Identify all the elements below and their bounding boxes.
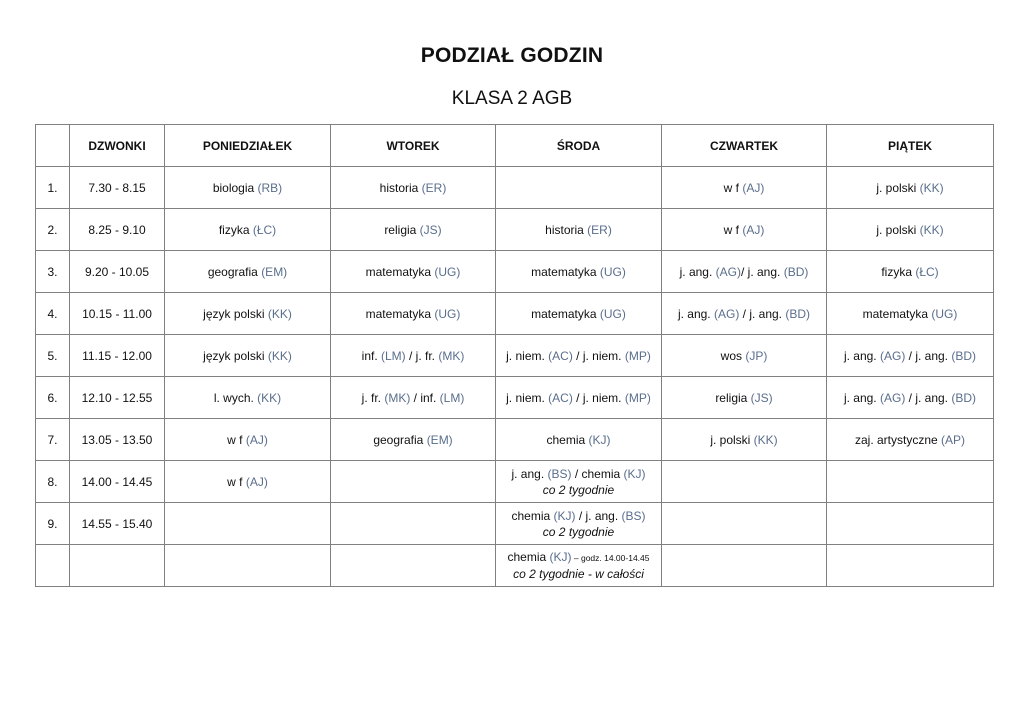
lesson-text [227, 433, 268, 447]
lesson-cell [662, 419, 827, 461]
subject-text: j. polski [710, 432, 754, 447]
teacher-code: (ER) [421, 180, 447, 195]
teacher-code: (JP) [745, 348, 768, 363]
subject-text: / j. ang. [739, 306, 786, 321]
lesson-text [724, 223, 765, 237]
teacher-code: (UG) [599, 264, 626, 279]
teacher-code: (AJ) [742, 222, 765, 237]
lesson-cell [165, 335, 331, 377]
bell-time: 14.00 - 14.45 [70, 461, 165, 503]
teacher-code: (MK) [384, 390, 411, 405]
column-header: PONIEDZIAŁEK [165, 125, 331, 167]
lesson-cell [165, 503, 331, 545]
table-row [36, 167, 994, 209]
subject-text: – godz. 14.00-14.45 [571, 553, 650, 563]
lesson-text [715, 391, 772, 405]
subject-text: chemia [511, 508, 554, 523]
lesson-text [678, 307, 810, 321]
teacher-code: (ŁC) [915, 264, 939, 279]
lesson-cell [331, 461, 496, 503]
table-row [36, 209, 994, 251]
lesson-number [36, 545, 70, 587]
lesson-number: 1. [36, 167, 70, 209]
teacher-code: (AG) [713, 306, 740, 321]
subject-text: w f [723, 180, 743, 195]
lesson-number: 6. [36, 377, 70, 419]
class-subtitle: KLASA 2 AGB [451, 88, 573, 109]
lesson-text [366, 265, 461, 279]
lesson-text [362, 391, 465, 405]
subject-text: j. ang. [679, 264, 716, 279]
lesson-cell [165, 209, 331, 251]
table-row [36, 335, 994, 377]
subject-text: j. ang. [843, 348, 880, 363]
lesson-cell [496, 209, 662, 251]
teacher-code: (AJ) [245, 474, 268, 489]
page-title: PODZIAŁ GODZIN [420, 44, 604, 67]
lesson-cell [331, 251, 496, 293]
lesson-text [208, 265, 287, 279]
bell-time [70, 545, 165, 587]
subject-text: w f [723, 222, 743, 237]
column-header: WTOREK [331, 125, 496, 167]
subject-text: chemia [507, 550, 550, 564]
subject-text: fizyka [881, 264, 916, 279]
table-row [36, 545, 994, 587]
teacher-code: (UG) [599, 306, 626, 321]
frequency-note: co 2 tygodnie [542, 524, 615, 539]
bell-time: 7.30 - 8.15 [70, 167, 165, 209]
teacher-code: (UG) [434, 306, 461, 321]
lesson-text [855, 433, 965, 447]
lesson-text [373, 433, 452, 447]
teacher-code: (RB) [257, 180, 283, 195]
lesson-text [844, 349, 976, 363]
lesson-text [710, 433, 777, 447]
subject-text: j. polski [876, 180, 920, 195]
corner-cell [36, 125, 70, 167]
lesson-cell [165, 293, 331, 335]
table-row [36, 503, 994, 545]
lesson-cell [827, 377, 994, 419]
subject-text: religia [715, 390, 751, 405]
lesson-cell [496, 167, 662, 209]
bell-time: 8.25 - 9.10 [70, 209, 165, 251]
subject-text: / j. ang. [741, 264, 784, 279]
lesson-number: 5. [36, 335, 70, 377]
subject-text: / chemia [571, 466, 624, 481]
lesson-cell [496, 335, 662, 377]
teacher-code: (BD) [783, 264, 809, 279]
lesson-number: 9. [36, 503, 70, 545]
subject-text: religia [384, 222, 420, 237]
teacher-code: (MK) [438, 348, 465, 363]
lesson-number: 2. [36, 209, 70, 251]
lesson-cell [331, 335, 496, 377]
subject-text: język polski [203, 306, 268, 321]
subject-text: fizyka [218, 222, 253, 237]
subject-text: / j. fr. [405, 348, 439, 363]
teacher-code: (EM) [261, 264, 288, 279]
lesson-cell [827, 209, 994, 251]
subject-text: j. ang. [843, 390, 880, 405]
teacher-code: (BD) [951, 348, 977, 363]
subject-text: j. fr. [361, 390, 385, 405]
bell-time: 9.20 - 10.05 [70, 251, 165, 293]
subject-text: zaj. artystyczne [854, 432, 942, 447]
column-header: CZWARTEK [662, 125, 827, 167]
teacher-code: (KK) [753, 432, 778, 447]
subject-text: biologia [212, 180, 258, 195]
lesson-cell [827, 461, 994, 503]
lesson-cell [165, 251, 331, 293]
teacher-code: (AG) [715, 264, 741, 279]
lesson-cell [662, 335, 827, 377]
lesson-cell [827, 545, 994, 587]
teacher-code: (KJ) [553, 508, 576, 523]
lesson-text [506, 391, 651, 405]
lesson-cell [662, 293, 827, 335]
lesson-cell [165, 545, 331, 587]
bell-time: 13.05 - 13.50 [70, 419, 165, 461]
subject-text: j. polski [876, 222, 920, 237]
lesson-cell [496, 377, 662, 419]
bell-time: 11.15 - 12.00 [70, 335, 165, 377]
lesson-text [366, 307, 461, 321]
teacher-code: (UG) [434, 264, 461, 279]
lesson-text [546, 433, 610, 447]
column-header: ŚRODA [496, 125, 662, 167]
table-row [36, 461, 994, 503]
subject-text: w f [227, 474, 246, 489]
lesson-cell [827, 419, 994, 461]
schedule-table [35, 124, 994, 587]
table-row [36, 293, 994, 335]
teacher-code: (KK) [267, 348, 292, 363]
lesson-cell [165, 377, 331, 419]
frequency-note: co 2 tygodnie [542, 482, 615, 497]
lesson-cell [331, 503, 496, 545]
teacher-code: (JS) [750, 390, 773, 405]
teacher-code: (LM) [439, 390, 465, 405]
teacher-code: (AC) [548, 348, 573, 363]
lesson-cell [165, 419, 331, 461]
teacher-code: (KK) [919, 222, 944, 237]
teacher-code: (KK) [267, 306, 292, 321]
teacher-code: (KJ) [549, 550, 572, 564]
lesson-text [227, 475, 268, 489]
lesson-cell [496, 251, 662, 293]
subject-text: matematyka [365, 306, 435, 321]
lesson-text [844, 391, 976, 405]
subject-text: / j. niem. [572, 390, 625, 405]
lesson-cell [827, 503, 994, 545]
bell-time: 12.10 - 12.55 [70, 377, 165, 419]
column-header: DZWONKI [70, 125, 165, 167]
lesson-text [531, 307, 626, 321]
lesson-cell [331, 377, 496, 419]
subject-text: j. niem. [506, 390, 549, 405]
lesson-cell [331, 545, 496, 587]
teacher-code: (AG) [879, 348, 906, 363]
lesson-text [362, 349, 465, 363]
lesson-number: 4. [36, 293, 70, 335]
teacher-code: (KJ) [588, 432, 611, 447]
lesson-text [511, 467, 645, 481]
lesson-cell [165, 167, 331, 209]
lesson-number: 3. [36, 251, 70, 293]
teacher-code: (AP) [941, 432, 966, 447]
teacher-code: (UG) [931, 306, 958, 321]
teacher-code: (KK) [919, 180, 944, 195]
subject-text: wos [720, 348, 746, 363]
lesson-cell [165, 461, 331, 503]
lesson-cell [331, 293, 496, 335]
lesson-cell [827, 167, 994, 209]
lesson-cell [496, 293, 662, 335]
subject-text: matematyka [531, 264, 600, 279]
subject-text: / inf. [410, 390, 440, 405]
subject-text: matematyka [862, 306, 932, 321]
subject-text: / j. ang. [905, 390, 952, 405]
subject-text: inf. [361, 348, 381, 363]
teacher-code: (LM) [381, 348, 406, 363]
lesson-text [531, 265, 626, 279]
lesson-cell [662, 377, 827, 419]
teacher-code: (KJ) [623, 466, 646, 481]
teacher-code: (BD) [951, 390, 977, 405]
teacher-code: (AJ) [245, 432, 268, 447]
lesson-text [203, 307, 292, 321]
lesson-cell [662, 209, 827, 251]
lesson-text [881, 265, 938, 279]
teacher-code: (BS) [547, 466, 572, 481]
lesson-text [507, 550, 649, 564]
schedule-body [36, 167, 994, 587]
subject-text: język polski [203, 348, 268, 363]
subject-text: / j. ang. [905, 348, 952, 363]
teacher-code: (AG) [879, 390, 906, 405]
lesson-text [724, 181, 765, 195]
lesson-cell [662, 503, 827, 545]
lesson-text [876, 181, 943, 195]
subject-text: w f [227, 432, 246, 447]
teacher-code: (EM) [426, 432, 453, 447]
subject-text: chemia [546, 432, 589, 447]
lesson-cell [331, 209, 496, 251]
lesson-cell [662, 251, 827, 293]
lesson-cell [496, 503, 662, 545]
teacher-code: (MP) [624, 348, 651, 363]
lesson-text [214, 391, 281, 405]
lesson-text [511, 509, 645, 523]
column-header: PIĄTEK [827, 125, 994, 167]
teacher-code: (JS) [419, 222, 442, 237]
lesson-text [876, 223, 943, 237]
teacher-code: (KK) [257, 390, 282, 405]
teacher-code: (ŁC) [252, 222, 277, 237]
lesson-text [680, 265, 809, 279]
subject-text: / j. ang. [575, 508, 622, 523]
subject-text: historia [379, 180, 422, 195]
subject-text: matematyka [365, 264, 435, 279]
lesson-text [721, 349, 768, 363]
subject-text: matematyka [531, 306, 600, 321]
lesson-text [380, 181, 447, 195]
subject-text: j. ang. [511, 466, 548, 481]
lesson-text [219, 223, 276, 237]
subject-text: historia [545, 222, 588, 237]
subject-text: l. wych. [213, 390, 258, 405]
subject-text: geografia [373, 432, 427, 447]
subject-text: / j. niem. [572, 348, 625, 363]
lesson-cell [662, 167, 827, 209]
lesson-cell [496, 419, 662, 461]
bell-time: 14.55 - 15.40 [70, 503, 165, 545]
lesson-cell [662, 461, 827, 503]
lesson-cell [331, 167, 496, 209]
frequency-note: co 2 tygodnie - w całości [513, 567, 644, 581]
lesson-text [384, 223, 441, 237]
lesson-cell [827, 335, 994, 377]
table-row [36, 251, 994, 293]
lesson-text [506, 349, 651, 363]
lesson-text [203, 349, 292, 363]
teacher-code: (MP) [624, 390, 651, 405]
lesson-text [863, 307, 958, 321]
subject-text: geografia [207, 264, 262, 279]
teacher-code: (BS) [621, 508, 646, 523]
lesson-cell [827, 251, 994, 293]
lesson-text [545, 223, 612, 237]
lesson-number: 7. [36, 419, 70, 461]
lesson-cell [496, 545, 662, 587]
subject-text: j. ang. [677, 306, 714, 321]
teacher-code: (AJ) [742, 180, 765, 195]
lesson-cell [331, 419, 496, 461]
bell-time: 10.15 - 11.00 [70, 293, 165, 335]
table-row [36, 377, 994, 419]
lesson-cell [827, 293, 994, 335]
teacher-code: (ER) [587, 222, 612, 237]
lesson-number: 8. [36, 461, 70, 503]
teacher-code: (BD) [785, 306, 811, 321]
table-row [36, 419, 994, 461]
header-row [36, 125, 994, 167]
lesson-cell [496, 461, 662, 503]
lesson-cell [662, 545, 827, 587]
teacher-code: (AC) [548, 390, 573, 405]
subject-text: j. niem. [506, 348, 549, 363]
lesson-text [213, 181, 282, 195]
